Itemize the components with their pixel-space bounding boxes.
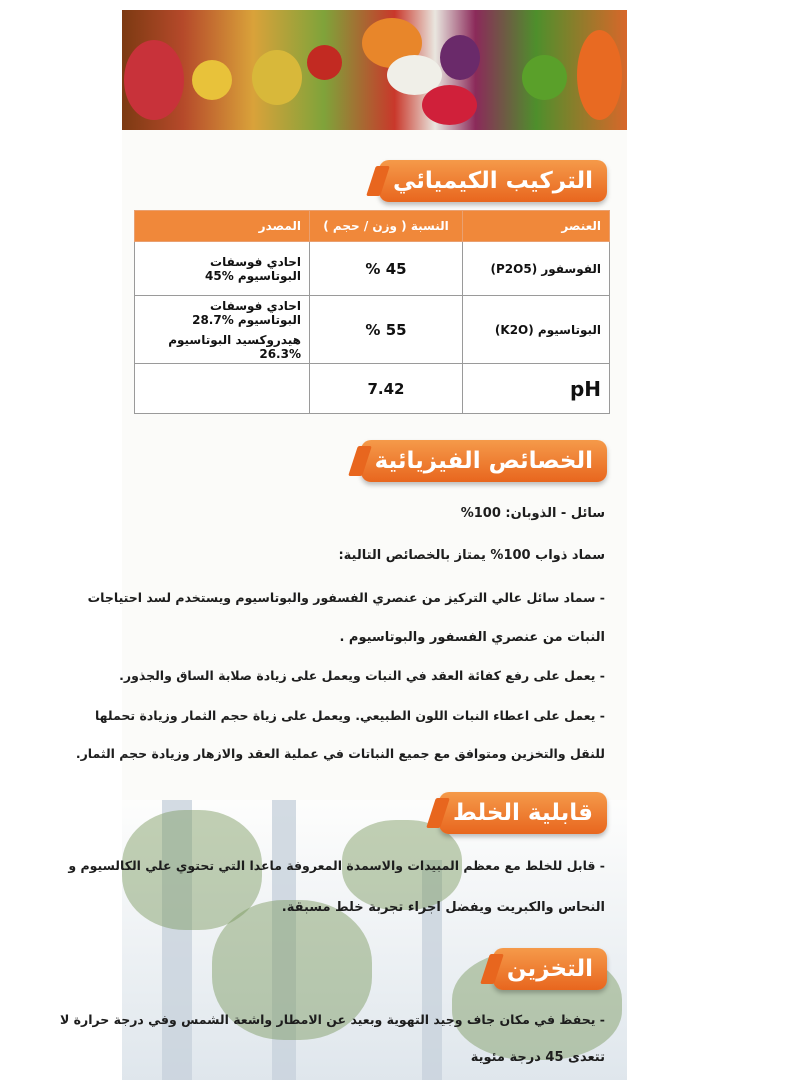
storage-line: تتعدى 45 درجة مئوية: [470, 1050, 605, 1065]
table-row: [135, 242, 610, 296]
table-header-row: [135, 211, 610, 242]
trees-background: [122, 800, 627, 1080]
physical-line: سائل - الذوبان: 100%: [460, 506, 605, 521]
mixing-line: - قابل للخلط مع معظم المبيدات والاسمدة المعروفة ماعدا التي تحتوي علي الكالسيوم و: [68, 858, 605, 873]
cell-ratio: 45 %: [310, 242, 463, 296]
carrot-shape: [577, 30, 622, 120]
cell-element: البوتاسيوم (K2O): [463, 296, 610, 364]
cell-source: [135, 242, 310, 296]
radish-shape: [422, 85, 477, 125]
cell-ratio: 7.42: [310, 364, 463, 414]
cabbage-shape: [440, 35, 480, 80]
header-element: العنصر: [463, 211, 610, 242]
mixing-title: [439, 792, 607, 834]
mixing-line: النحاس والكبريت ويفضل اجراء تجربة خلط مسبقة.: [281, 900, 605, 915]
physical-title: [361, 440, 607, 482]
header-source: المصدر: [135, 211, 310, 242]
broccoli-shape: [522, 55, 567, 100]
title-tab: [366, 166, 390, 196]
physical-title-text: الخصائص الفيزيائية: [374, 448, 593, 474]
watermelon-shape: [124, 40, 184, 120]
chemical-title-text: التركيب الكيميائي: [393, 168, 593, 194]
cell-source: [135, 364, 310, 414]
chemical-title: [379, 160, 607, 202]
source-line: احادي فوسفات البوتاسيوم %45: [205, 254, 301, 283]
cell-element: الفوسفور (P2O5): [463, 242, 610, 296]
physical-line: للنقل والتخزين ومتوافق مع جميع النباتات في عملية العقد والازهار وزيادة حجم الثمار.: [75, 746, 605, 761]
physical-line: سماد ذواب 100% يمتاز بالخصائص التالية:: [338, 548, 605, 563]
tomato-shape: [307, 45, 342, 80]
title-tab: [348, 446, 372, 476]
product-leaflet: [59, 10, 627, 1080]
chemical-table: [134, 210, 610, 414]
source-line: احادي فوسفات البوتاسيوم %28.7: [192, 298, 301, 327]
source-line: هيدروكسيد البوتاسيوم %26.3: [168, 332, 301, 361]
header-ratio: النسبة ( وزن / حجم ): [310, 211, 463, 242]
cell-element: pH: [463, 364, 610, 414]
melon-shape: [252, 50, 302, 105]
cell-source: [135, 296, 310, 364]
physical-line: - سماد سائل عالي التركيز من عنصري الفسفور والبوتاسيوم ويستخدم لسد احتياجات: [87, 590, 605, 605]
produce-photo: [122, 10, 627, 130]
mixing-title-text: قابلية الخلط: [452, 800, 593, 826]
physical-line: النبات من عنصري الفسفور والبوتاسيوم .: [339, 630, 605, 645]
storage-line: - يحفظ في مكان جاف وجيد التهوية وبعيد عن الامطار واشعة الشمس وفي درجة حرارة لا: [59, 1012, 605, 1027]
lemon-shape: [192, 60, 232, 100]
storage-title-text: التخزين: [506, 956, 593, 982]
table-row: [135, 296, 610, 364]
cell-ratio: 55 %: [310, 296, 463, 364]
storage-title: [493, 948, 607, 990]
physical-line: - يعمل على اعطاء النبات اللون الطبيعي. ويعمل على زياة حجم الثمار وزيادة تحملها: [94, 708, 605, 723]
table-row: [135, 364, 610, 414]
physical-line: - يعمل على رفع كفائة العقد في النبات ويعمل على زيادة صلابة الساق والجذور.: [119, 668, 605, 683]
